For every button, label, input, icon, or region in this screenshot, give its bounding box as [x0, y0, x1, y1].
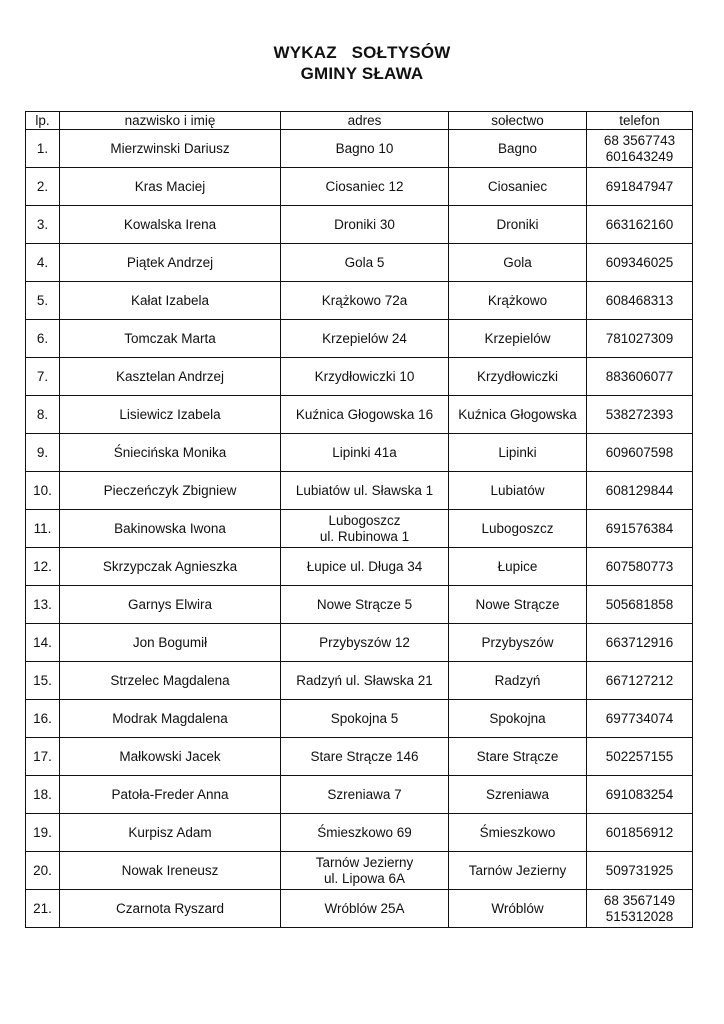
phone-number: 609607598 — [605, 444, 674, 460]
phone-number: 691083254 — [605, 786, 674, 802]
cell-solectwo: Tarnów Jezierny — [449, 852, 587, 890]
address-line: Krzepielów 24 — [322, 330, 407, 346]
cell-solectwo: Radzyń — [449, 662, 587, 700]
address-line: Tarnów Jezierny — [315, 854, 414, 870]
cell-address — [281, 358, 449, 396]
address-line: Śmieszkowo 69 — [317, 824, 412, 840]
table-row — [26, 244, 693, 282]
cell-lp: 21. — [26, 890, 60, 928]
cell-address — [281, 168, 449, 206]
cell-phone — [587, 700, 693, 738]
cell-name: Kurpisz Adam — [60, 814, 281, 852]
cell-phone — [587, 244, 693, 282]
cell-phone — [587, 814, 693, 852]
cell-phone — [587, 206, 693, 244]
header-phone: telefon — [587, 112, 693, 130]
cell-solectwo: Krążkowo — [449, 282, 587, 320]
address-line: Lubogoszcz — [328, 512, 401, 528]
cell-solectwo: Lipinki — [449, 434, 587, 472]
cell-name: Kowalska Irena — [60, 206, 281, 244]
address-line: Przybyszów 12 — [319, 634, 410, 650]
cell-address — [281, 510, 449, 548]
table-row — [26, 206, 693, 244]
cell-address — [281, 624, 449, 662]
address-line: ul. Rubinowa 1 — [319, 528, 410, 544]
table-row — [26, 434, 693, 472]
cell-phone — [587, 624, 693, 662]
cell-name: Tomczak Marta — [60, 320, 281, 358]
phone-number: 663162160 — [605, 216, 674, 232]
cell-address — [281, 434, 449, 472]
document-title — [0, 42, 724, 84]
phone-number: 607580773 — [605, 558, 674, 574]
cell-phone — [587, 282, 693, 320]
cell-lp: 18. — [26, 776, 60, 814]
header-lp: lp. — [26, 112, 60, 130]
table-row — [26, 130, 693, 168]
table-row — [26, 320, 693, 358]
cell-address — [281, 662, 449, 700]
cell-name: Pieczeńczyk Zbigniew — [60, 472, 281, 510]
address-line: Radzyń ul. Sławska 21 — [296, 672, 433, 688]
cell-solectwo: Łupice — [449, 548, 587, 586]
cell-name: Jon Bogumił — [60, 624, 281, 662]
cell-name: Małkowski Jacek — [60, 738, 281, 776]
cell-lp: 11. — [26, 510, 60, 548]
cell-lp: 15. — [26, 662, 60, 700]
address-line: Lubiatów ul. Sławska 1 — [295, 482, 434, 498]
cell-phone — [587, 130, 693, 168]
cell-solectwo: Lubogoszcz — [449, 510, 587, 548]
cell-phone — [587, 738, 693, 776]
cell-solectwo: Krzepielów — [449, 320, 587, 358]
address-line: Stare Strącze 146 — [310, 748, 419, 764]
cell-address — [281, 776, 449, 814]
phone-number: 691576384 — [605, 520, 674, 536]
address-line: Łupice ul. Długa 34 — [306, 558, 423, 574]
header-name: nazwisko i imię — [60, 112, 281, 130]
cell-lp: 3. — [26, 206, 60, 244]
cell-lp: 5. — [26, 282, 60, 320]
cell-address — [281, 700, 449, 738]
cell-address — [281, 586, 449, 624]
header-solectwo: sołectwo — [449, 112, 587, 130]
cell-name: Lisiewicz Izabela — [60, 396, 281, 434]
cell-name: Czarnota Ryszard — [60, 890, 281, 928]
cell-name: Kasztelan Andrzej — [60, 358, 281, 396]
cell-lp: 14. — [26, 624, 60, 662]
phone-number: 509731925 — [605, 862, 674, 878]
phone-number: 609346025 — [605, 254, 674, 270]
table-row — [26, 396, 693, 434]
table-row — [26, 548, 693, 586]
address-line: Wróblów 25A — [324, 900, 405, 916]
cell-solectwo: Kuźnica Głogowska — [449, 396, 587, 434]
cell-solectwo: Stare Strącze — [449, 738, 587, 776]
cell-address — [281, 890, 449, 928]
cell-address — [281, 814, 449, 852]
phone-number: 608468313 — [605, 292, 674, 308]
table-header-row — [26, 112, 693, 130]
cell-phone — [587, 472, 693, 510]
cell-solectwo: Ciosaniec — [449, 168, 587, 206]
table-row — [26, 624, 693, 662]
cell-solectwo: Gola — [449, 244, 587, 282]
address-line: Krążkowo 72a — [321, 292, 408, 308]
table-row — [26, 358, 693, 396]
cell-name: Bakinowska Iwona — [60, 510, 281, 548]
cell-solectwo: Przybyszów — [449, 624, 587, 662]
phone-number: 781027309 — [605, 330, 674, 346]
cell-lp: 9. — [26, 434, 60, 472]
cell-lp: 7. — [26, 358, 60, 396]
cell-phone — [587, 586, 693, 624]
cell-solectwo: Wróblów — [449, 890, 587, 928]
title-line-2: GMINY SŁAWA — [300, 64, 424, 83]
cell-name: Śniecińska Monika — [60, 434, 281, 472]
cell-address — [281, 206, 449, 244]
cell-name: Kras Maciej — [60, 168, 281, 206]
cell-solectwo: Droniki — [449, 206, 587, 244]
phone-number: 883606077 — [605, 368, 674, 384]
phone-number: 68 3567743 — [603, 132, 676, 148]
address-line: Kuźnica Głogowska 16 — [295, 406, 434, 422]
table-row — [26, 776, 693, 814]
table-body — [26, 130, 693, 928]
cell-solectwo: Bagno — [449, 130, 587, 168]
soltys-table — [25, 111, 693, 928]
cell-phone — [587, 434, 693, 472]
phone-number: 601856912 — [605, 824, 674, 840]
cell-phone — [587, 662, 693, 700]
table-row — [26, 586, 693, 624]
cell-phone — [587, 890, 693, 928]
title-line-1: WYKAZ SOŁTYSÓW — [273, 43, 451, 62]
table-row — [26, 168, 693, 206]
table-row — [26, 282, 693, 320]
address-line: Lipinki 41a — [332, 444, 397, 460]
cell-lp: 16. — [26, 700, 60, 738]
cell-solectwo: Nowe Strącze — [449, 586, 587, 624]
cell-lp: 20. — [26, 852, 60, 890]
address-line: Krzydłowiczki 10 — [314, 368, 415, 384]
cell-name: Modrak Magdalena — [60, 700, 281, 738]
table-row — [26, 662, 693, 700]
cell-phone — [587, 358, 693, 396]
cell-address — [281, 852, 449, 890]
table-row — [26, 700, 693, 738]
cell-solectwo: Spokojna — [449, 700, 587, 738]
cell-phone — [587, 852, 693, 890]
phone-number: 505681858 — [605, 596, 674, 612]
cell-lp: 6. — [26, 320, 60, 358]
cell-name: Mierzwinski Dariusz — [60, 130, 281, 168]
cell-address — [281, 130, 449, 168]
cell-address — [281, 244, 449, 282]
cell-name: Garnys Elwira — [60, 586, 281, 624]
cell-solectwo: Krzydłowiczki — [449, 358, 587, 396]
table-row — [26, 852, 693, 890]
address-line: Droniki 30 — [334, 216, 395, 232]
phone-number: 608129844 — [605, 482, 674, 498]
cell-address — [281, 472, 449, 510]
phone-number: 691847947 — [605, 178, 674, 194]
cell-lp: 8. — [26, 396, 60, 434]
address-line: Gola 5 — [344, 254, 385, 270]
cell-lp: 13. — [26, 586, 60, 624]
cell-phone — [587, 168, 693, 206]
cell-lp: 4. — [26, 244, 60, 282]
table-row — [26, 814, 693, 852]
cell-address — [281, 396, 449, 434]
cell-address — [281, 282, 449, 320]
cell-lp: 19. — [26, 814, 60, 852]
header-address: adres — [281, 112, 449, 130]
cell-address — [281, 320, 449, 358]
phone-number: 502257155 — [605, 748, 674, 764]
cell-name: Patoła-Freder Anna — [60, 776, 281, 814]
cell-solectwo: Szreniawa — [449, 776, 587, 814]
cell-name: Nowak Ireneusz — [60, 852, 281, 890]
cell-name: Piątek Andrzej — [60, 244, 281, 282]
table-row — [26, 738, 693, 776]
table-row — [26, 890, 693, 928]
cell-lp: 2. — [26, 168, 60, 206]
table-row — [26, 472, 693, 510]
cell-phone — [587, 548, 693, 586]
table-row — [26, 510, 693, 548]
address-line: Bagno 10 — [335, 140, 394, 156]
address-line: Ciosaniec 12 — [325, 178, 404, 194]
phone-number: 68 3567149 — [603, 892, 676, 908]
cell-lp: 12. — [26, 548, 60, 586]
address-line: ul. Lipowa 6A — [323, 870, 406, 886]
cell-phone — [587, 396, 693, 434]
cell-lp: 10. — [26, 472, 60, 510]
cell-name: Strzelec Magdalena — [60, 662, 281, 700]
phone-number: 515312028 — [605, 908, 674, 924]
phone-number: 697734074 — [605, 710, 674, 726]
cell-phone — [587, 510, 693, 548]
address-line: Spokojna 5 — [330, 710, 399, 726]
address-line: Szreniawa 7 — [327, 786, 402, 802]
cell-address — [281, 738, 449, 776]
cell-solectwo: Śmieszkowo — [449, 814, 587, 852]
phone-number: 663712916 — [605, 634, 674, 650]
cell-lp: 17. — [26, 738, 60, 776]
cell-phone — [587, 776, 693, 814]
cell-phone — [587, 320, 693, 358]
phone-number: 538272393 — [605, 406, 674, 422]
cell-name: Kałat Izabela — [60, 282, 281, 320]
phone-number: 601643249 — [605, 148, 674, 164]
cell-solectwo: Lubiatów — [449, 472, 587, 510]
cell-address — [281, 548, 449, 586]
cell-lp: 1. — [26, 130, 60, 168]
address-line: Nowe Strącze 5 — [316, 596, 413, 612]
phone-number: 667127212 — [605, 672, 674, 688]
cell-name: Skrzypczak Agnieszka — [60, 548, 281, 586]
